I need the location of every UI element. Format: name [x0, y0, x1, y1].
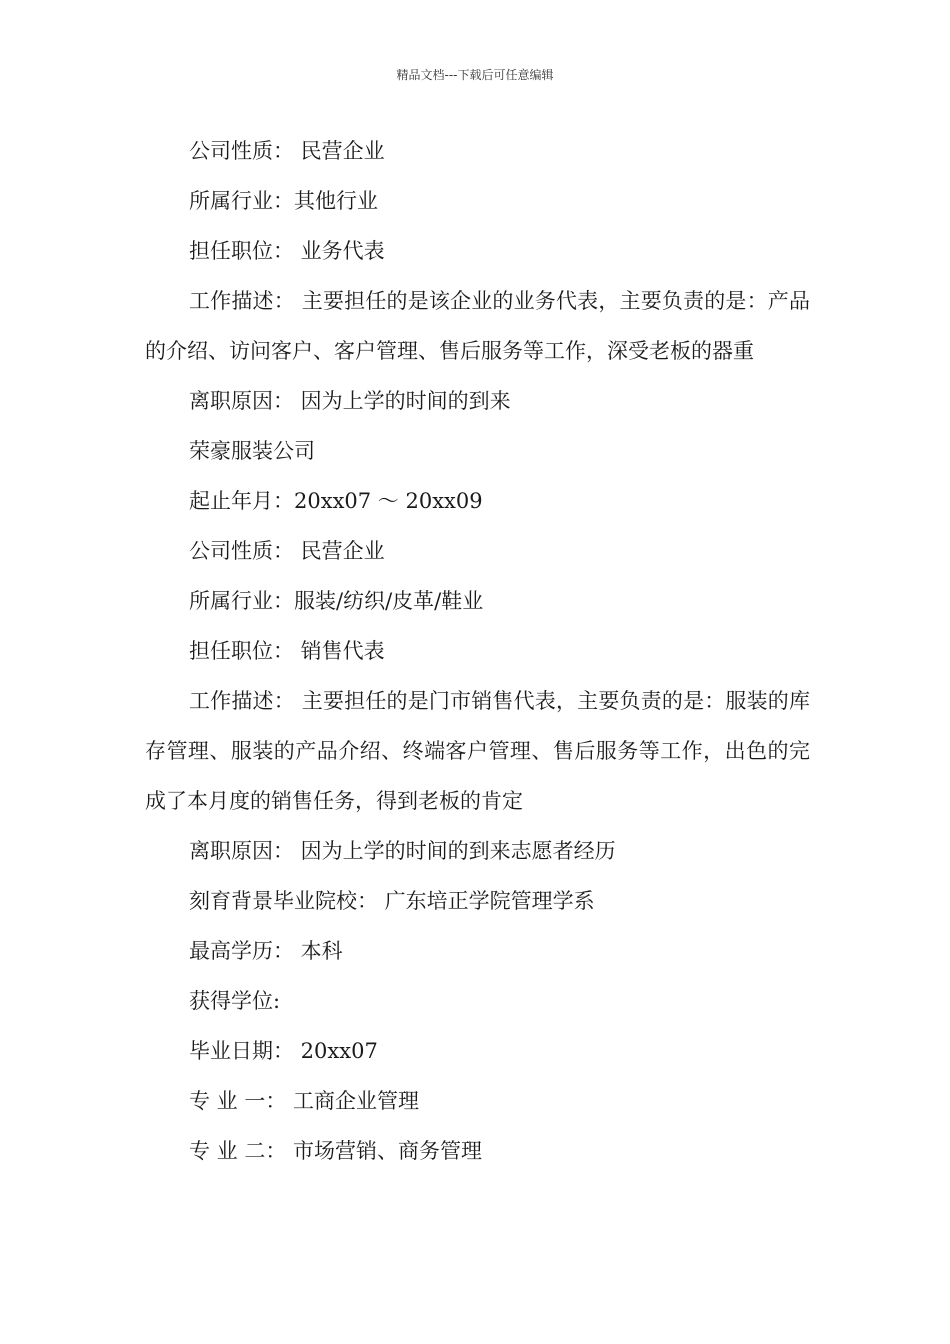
- industry-line: 所属行业：服装/纺织/皮革/鞋业: [189, 589, 484, 613]
- major-two-line: 专 业 二： 市场营销、商务管理: [189, 1139, 483, 1163]
- period-line: 起止年月：20xx07 ～ 20xx09: [189, 489, 483, 513]
- school-line: 刻育背景毕业院校： 广东培正学院管理学系: [189, 889, 595, 913]
- graduation-date-line: 毕业日期： 20xx07: [189, 1039, 378, 1063]
- page-header: 精品文档---下载后可任意编辑: [396, 68, 554, 82]
- leave-reason-line: 离职原因： 因为上学的时间的到来: [189, 389, 511, 413]
- major-one-line: 专 业 一： 工商企业管理: [189, 1089, 420, 1113]
- company-nature-line: 公司性质： 民营企业: [189, 139, 385, 163]
- document-body: [145, 126, 810, 1176]
- position-line: 担任职位： 业务代表: [189, 239, 385, 263]
- industry-line: 所属行业：其他行业: [189, 189, 378, 213]
- job-description-paragraph: 工作描述： 主要担任的是门市销售代表，主要负责的是：服装的库存管理、服装的产品介绍、终端客户管理、售后服务等工作，出色的完成了本月度的销售任务，得到老板的肯定: [145, 689, 810, 813]
- job-description-paragraph: 工作描述： 主要担任的是该企业的业务代表，主要负责的是：产品的介绍、访问客户、客户管理、售后服务等工作，深受老板的器重: [145, 289, 810, 363]
- degree-level-line: 最高学历： 本科: [189, 939, 343, 963]
- company-nature-line: 公司性质： 民营企业: [189, 539, 385, 563]
- company-name-line: 荣豪服装公司: [189, 439, 315, 463]
- degree-line: 获得学位:: [189, 989, 281, 1013]
- position-line: 担任职位： 销售代表: [189, 639, 385, 663]
- leave-reason-line: 离职原因： 因为上学的时间的到来志愿者经历: [189, 839, 616, 863]
